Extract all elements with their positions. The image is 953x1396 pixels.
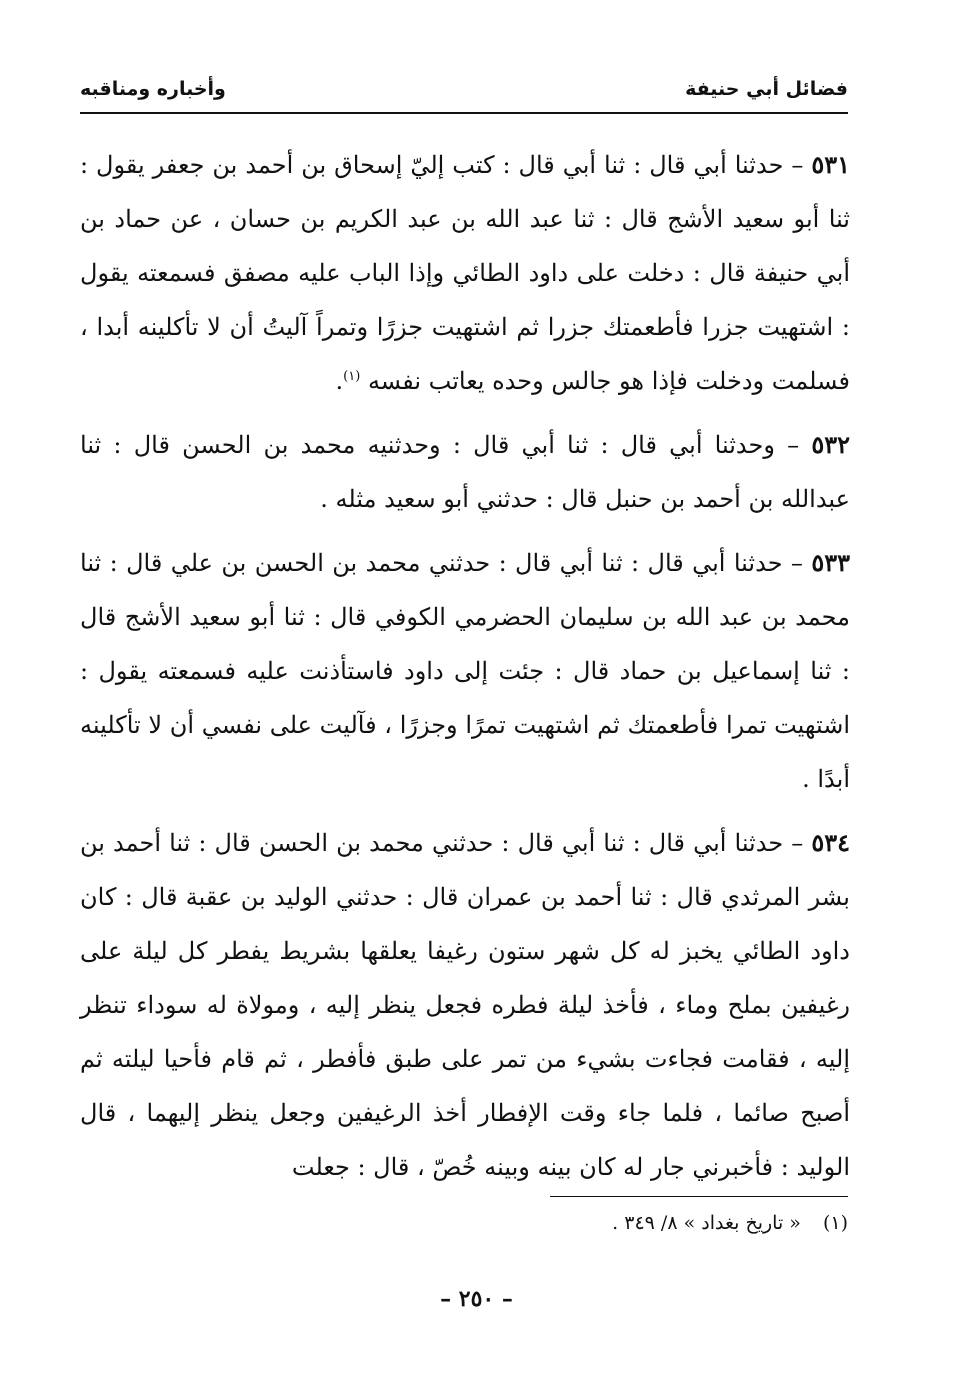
paragraph-text: – حدثنا أبي قال : ثنا أبي قال : حدثني محمد بن الحسن بن علي قال : ثنا محمد بن عبد الله بن سليمان الحضرمي الكوفي قال : ثنا أبو سعيد الأشج قال : ثنا إسماعيل بن حماد قال : جئت إلى داود فاستأذنت عليه فسمعته يقول : اشتهيت تمرا فأطعمتك ثم اشتهيت تمرًا وجزرًا ، فآليت على نفسي أن لا تأكلينه أبدًا . [80, 549, 851, 793]
running-header [80, 78, 848, 108]
page-body [80, 138, 850, 1204]
paragraph-text: – وحدثنا أبي قال : ثنا أبي قال : وحدثنيه محمد بن الحسن قال : ثنا عبدالله بن أحمد بن حنبل قال : حدثني أبو سعيد مثله . [80, 431, 850, 513]
footnote-divider [550, 1196, 848, 1197]
paragraph-532 [80, 418, 850, 526]
footnote-reference: (١) [343, 369, 361, 384]
paragraph-534 [80, 816, 850, 1194]
footnote [612, 1212, 848, 1234]
paragraph-number: ٥٣٤ [811, 828, 850, 857]
paragraph-text: – حدثنا أبي قال : ثنا أبي قال : حدثني محمد بن الحسن قال : ثنا أحمد بن بشر المرثدي قال : ثنا أحمد بن عمران قال : حدثني الوليد بن عقبة قال : كان داود الطائي يخبز له كل شهر ستون رغيفا يعلقها بشريط يفطر كل ليلة على رغيفين بملح وماء ، فأخذ ليلة فطره فجعل ينظر إليه ، ومولاة له سوداء تنظر إليه ، فقامت فجاءت بشيء من تمر على طبق فأفطر ، ثم قام فأحيا ليلته ثم أصبح صائما ، فلما جاء وقت الإفطار أخذ الرغيفين وجعل ينظر إليهما ، قال الوليد : فأخبرني جار له كان بينه وبينه خُصّ ، قال : جعلت [80, 829, 850, 1181]
paragraph-533 [80, 536, 850, 806]
header-divider [80, 112, 848, 114]
paragraph-number: ٥٣٣ [811, 548, 850, 577]
paragraph-number: ٥٣٢ [811, 430, 850, 459]
paragraph-number: ٥٣١ [811, 150, 850, 179]
paragraph-text: – حدثنا أبي قال : ثنا أبي قال : كتب إليّ إسحاق بن أحمد بن جعفر يقول : ثنا أبو سعيد الأشج قال : ثنا عبد الله بن عبد الكريم بن حسان ، عن حماد بن أبي حنيفة قال : دخلت على داود الطائي وإذا الباب عليه مصفق فسمعته يقول : اشتهيت جزرا فأطعمتك جزرا ثم اشتهيت جزرًا وتمراً آليتُ أن لا تأكلينه أبدا ، فسلمت ودخلت فإذا هو جالس وحده يعاتب نفسه [80, 151, 850, 395]
page-number: – ٢٥٠ – [440, 1286, 513, 1312]
header-title-right: فضائل أبي حنيفة [685, 78, 848, 100]
paragraph-end: . [335, 367, 344, 395]
header-title-left: وأخباره ومناقبه [80, 78, 226, 100]
paragraph-531 [80, 138, 850, 408]
footnote-text: « تاريخ بغداد » ٨/ ٣٤٩ . [612, 1212, 801, 1234]
footnote-number: (١) [822, 1212, 848, 1234]
